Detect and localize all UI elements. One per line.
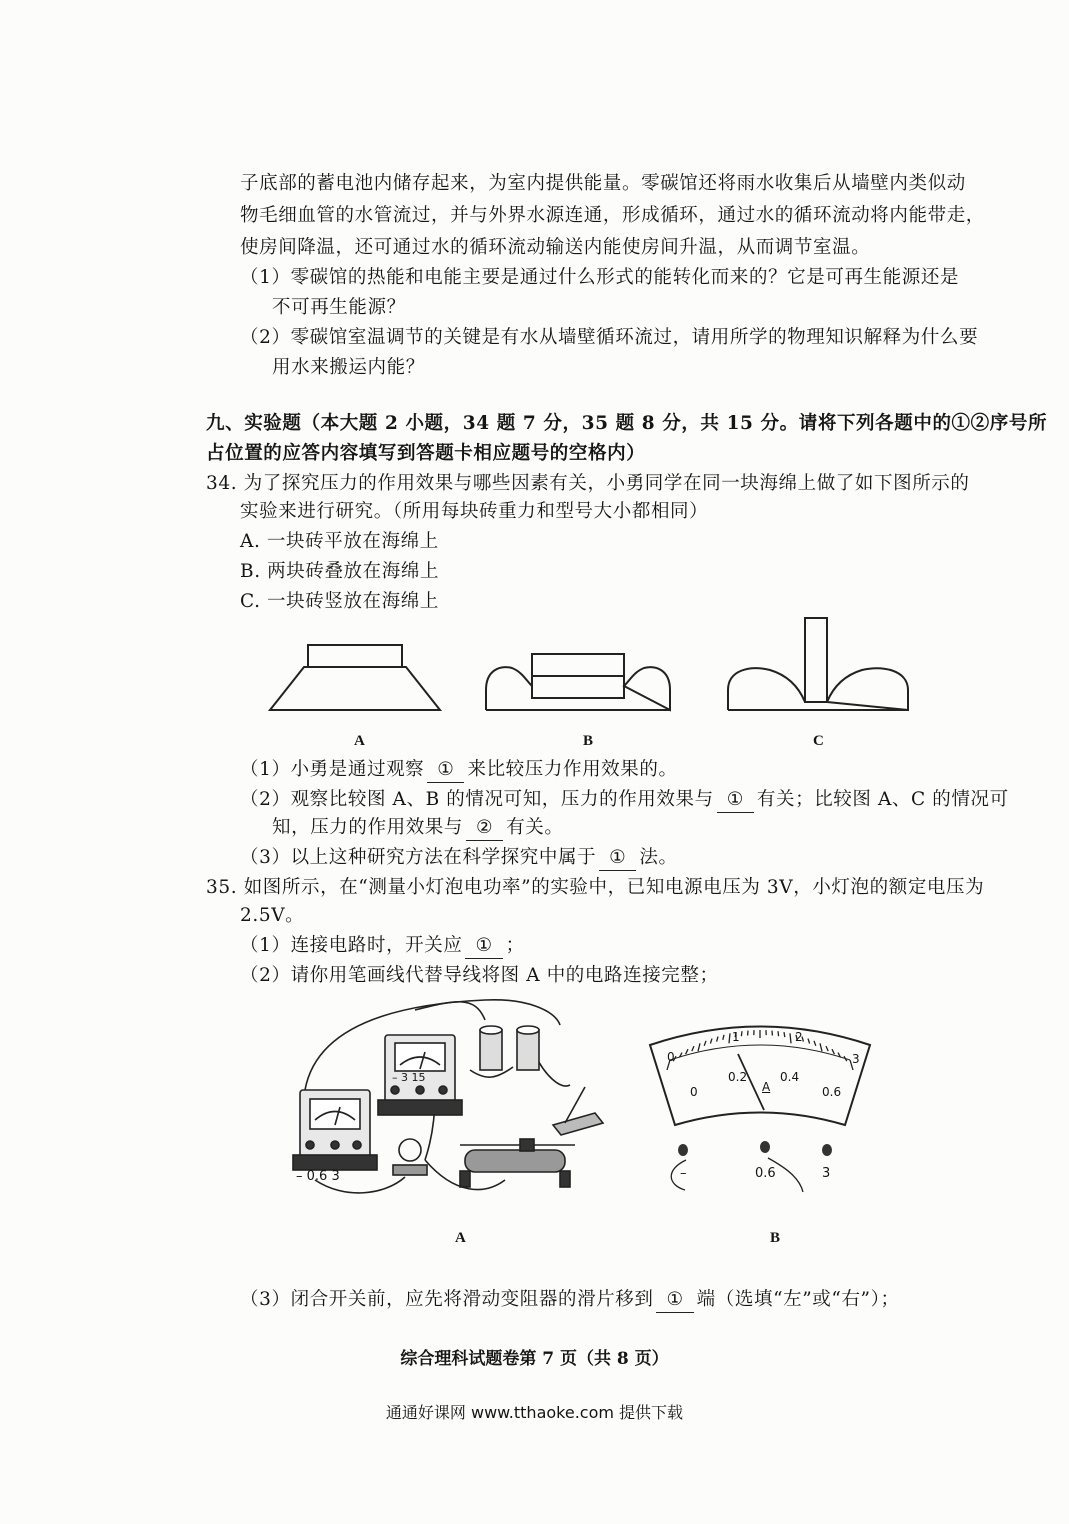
question-35: 2.5V。 bbox=[240, 905, 305, 926]
dial-tick bbox=[778, 1031, 779, 1036]
dial-tick bbox=[790, 1033, 791, 1043]
text: 有关；比较图 A、C 的情况可 bbox=[756, 789, 1009, 810]
text: 知，压力的作用效果与 bbox=[272, 817, 464, 838]
bulb-icon bbox=[393, 1139, 427, 1175]
dial-tick bbox=[729, 1033, 730, 1043]
sponge-figure bbox=[260, 610, 920, 720]
option-a: A. 一块砖平放在海绵上 bbox=[240, 531, 439, 552]
q34-sub3 bbox=[240, 846, 678, 871]
dial-tick bbox=[698, 1043, 700, 1051]
terminal-label: 0.6 bbox=[755, 1166, 776, 1181]
dial-tick bbox=[692, 1046, 694, 1051]
text: （2）观察比较图 A、B 的情况可知，压力的作用效果与 bbox=[240, 789, 714, 810]
q34-sub2-cont bbox=[272, 816, 564, 841]
q35-sub1 bbox=[240, 934, 525, 959]
option-b: B. 两块砖叠放在海绵上 bbox=[240, 561, 440, 582]
text: 有关。 bbox=[506, 817, 564, 838]
dial-tick bbox=[710, 1039, 712, 1044]
answer-blank: ② bbox=[466, 816, 503, 841]
q34-sub2 bbox=[240, 788, 1009, 813]
answer-blank: ① bbox=[656, 1288, 693, 1313]
dial-top-label: 3 bbox=[852, 1052, 860, 1066]
question-34: 实验来进行研究。（所用每块砖重力和型号大小都相同） bbox=[240, 501, 709, 522]
dial-bottom-label: 0.6 bbox=[822, 1085, 842, 1099]
brick-a bbox=[308, 645, 402, 667]
dial-unit: A bbox=[762, 1080, 771, 1094]
page-footer: 综合理科试题卷第 7 页（共 8 页） bbox=[400, 1349, 669, 1369]
dial-top-label: 2 bbox=[795, 1030, 803, 1044]
figure-label-b: B bbox=[770, 1230, 781, 1246]
question-text: 用水来搬运内能？ bbox=[272, 357, 425, 378]
q34-sub1 bbox=[240, 758, 678, 783]
dial-top-label: 0 bbox=[667, 1050, 675, 1064]
sponge-a bbox=[270, 667, 440, 710]
dial-tick bbox=[826, 1046, 828, 1051]
option-c: C. 一块砖竖放在海绵上 bbox=[240, 591, 439, 612]
text: （1）小勇是通过观察 bbox=[240, 759, 425, 780]
dial-tick bbox=[808, 1039, 810, 1044]
voltmeter-terminal-label: – 3 15 bbox=[392, 1071, 426, 1084]
dial-tick bbox=[820, 1043, 822, 1051]
answer-blank: ① bbox=[599, 846, 636, 871]
answer-blank: ① bbox=[465, 934, 502, 959]
brick-b-bottom bbox=[532, 676, 624, 698]
question-34: 34. 为了探究压力的作用效果与哪些因素有关，小勇同学在同一块海绵上做了如下图所示的 bbox=[206, 473, 970, 494]
dial-tick bbox=[784, 1032, 785, 1037]
q35-sub3 bbox=[240, 1288, 900, 1313]
passage-line: 使房间降温，还可通过水的循环流动输送内能使房间升温，从而调节室温。 bbox=[240, 237, 871, 258]
text: 端（选填“左”或“右”）； bbox=[696, 1289, 900, 1310]
section-heading: 占位置的应答内容填写到答题卡相应题号的空格内） bbox=[206, 443, 646, 464]
passage-line: 物毛细血管的水管流过，并与外界水源连通，形成循环，通过水的循环流动将内能带走， bbox=[240, 205, 985, 226]
watermark: 通通好课网 www.tthaoke.com 提供下载 bbox=[385, 1403, 684, 1422]
figure-label-b: B bbox=[583, 733, 594, 749]
dial-tick bbox=[704, 1041, 706, 1046]
question-35: 35. 如图所示，在“测量小灯泡电功率”的实验中，已知电源电压为 3V，小灯泡的额定电压为 bbox=[206, 877, 985, 898]
dial-bottom-label: 0.4 bbox=[780, 1070, 800, 1084]
brick-c bbox=[805, 618, 827, 702]
dial-tick bbox=[832, 1049, 834, 1054]
dial-tick bbox=[717, 1037, 718, 1042]
question-text: （1）零碳馆的热能和电能主要是通过什么形式的能转化而来的？它是可再生能源还是 bbox=[240, 267, 960, 288]
question-text: （2）零碳馆室温调节的关键是有水从墙壁循环流过，请用所学的物理知识解释为什么要 bbox=[240, 327, 979, 348]
answer-blank: ① bbox=[717, 788, 754, 813]
answer-blank: ① bbox=[427, 758, 464, 783]
figure-label-c: C bbox=[813, 733, 824, 749]
text: ； bbox=[505, 935, 525, 956]
text: （3）闭合开关前，应先将滑动变阻器的滑片移到 bbox=[240, 1289, 654, 1310]
text: （3）以上这种研究方法在科学探究中属于 bbox=[240, 847, 597, 868]
switch-icon bbox=[553, 1087, 603, 1135]
question-text: 不可再生能源？ bbox=[272, 297, 406, 318]
text: 来比较压力作用效果的。 bbox=[467, 759, 678, 780]
sponge-b bbox=[486, 667, 670, 710]
dial-bottom-label: 0.2 bbox=[728, 1070, 748, 1084]
terminal-label: 3 bbox=[822, 1166, 831, 1181]
dial-tick bbox=[686, 1049, 688, 1054]
battery-icon bbox=[480, 1026, 539, 1070]
dial-top-label: 1 bbox=[732, 1030, 740, 1044]
terminal-icons bbox=[678, 1141, 832, 1156]
brick-b-top bbox=[532, 654, 624, 676]
rheostat-icon bbox=[460, 1139, 575, 1187]
terminal-label: – bbox=[680, 1166, 687, 1181]
ammeter-icon bbox=[293, 1090, 377, 1170]
section-heading: 九、实验题（本大题 2 小题，34 题 7 分，35 题 8 分，共 15 分。请将下列各题中的①②序号所 bbox=[206, 413, 1048, 434]
sponge-c bbox=[728, 668, 908, 710]
figure-label-a: A bbox=[455, 1230, 466, 1246]
dial-tick bbox=[723, 1035, 724, 1040]
passage-line: 子底部的蓄电池内储存起来，为室内提供能量。零碳馆还将雨水收集后从墙壁内类似动 bbox=[240, 173, 966, 194]
text: 法。 bbox=[639, 847, 678, 868]
dial-bottom-label: 0 bbox=[690, 1085, 698, 1099]
dial-tick bbox=[814, 1041, 816, 1046]
q35-sub2: （2）请你用笔画线代替导线将图 A 中的电路连接完整； bbox=[240, 965, 719, 986]
dial-tick bbox=[741, 1031, 742, 1036]
text: （1）连接电路时，开关应 bbox=[240, 935, 463, 956]
ammeter-terminal-label: – 0.6 3 bbox=[296, 1169, 340, 1184]
figure-label-a: A bbox=[354, 733, 365, 749]
